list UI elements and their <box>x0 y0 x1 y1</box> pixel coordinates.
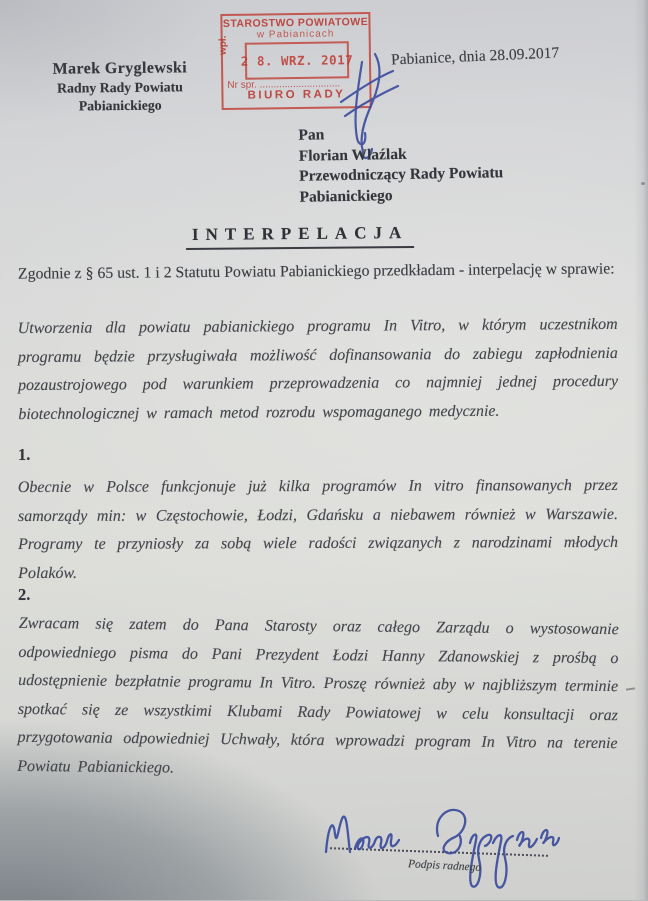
document-title: INTERPELACJA <box>186 223 414 250</box>
stamp-office-name: BIURO RADY <box>247 88 346 102</box>
section-1-paragraph: Obecnie w Polsce funkcjonuje już kilka programów In vitro finansowanych przez samorządy min: w Częstochowie, Łodzi, Gdańsku a niebawem również w Warszawie. Programy te przyniosły za sobą wiele radości związanych z narodzinami młodych Polaków. <box>17 476 619 582</box>
stamp-received-label: wpł. <box>217 35 229 56</box>
sender-name: Marek Gryglewski <box>52 59 188 78</box>
sender-block <box>28 59 213 115</box>
signature-ink-icon <box>312 796 568 896</box>
intro-paragraph: Zgodnie z § 65 ust. 1 i 2 Statutu Powiatu Pabianickiego przedkładam - interpelację w sprawie: <box>17 260 615 283</box>
addressee-name: Florian Wlaźlak <box>298 145 407 165</box>
addressee-salutation: Pan <box>298 126 325 144</box>
stamp-case-no-label: Nr spr. <box>227 79 257 91</box>
sender-role-line2: Pabianickiego <box>78 97 162 114</box>
section-2-paragraph: Zwracam się zatem do Pana Starosty oraz całego Zarządu o wystosowanie odpowiedniego pisma do Pani Prezydent Łodzi Hanny Zdanowskiej z prośbą o udostępnienie bezpłatnie programu In Vitro. Proszę również aby w najbliższym terminie spotkać się ze wszystkimi Klubami Rady Powiatowej w celu konsultacji oraz przygotowania odpowiedniej Uchwały, która wprowadzi program In Vitro na terenie Powiatu Pabianickiego. <box>17 614 619 777</box>
stamp-org-line1: STAROSTWO POWIATOWE <box>222 15 369 31</box>
section-1-number: 1. <box>18 445 31 464</box>
addressee-role-line1: Przewodniczący Rady Powiatu <box>299 164 504 185</box>
scan-artifact-speck <box>641 182 645 185</box>
stamp-org-line2: w Pabianicach <box>256 28 335 41</box>
section-2-number: 2. <box>18 585 31 604</box>
signature-caption: Podpis radnego <box>407 858 482 874</box>
title-row <box>0 224 600 249</box>
addressee-role-line2: Pabianickiego <box>299 186 393 206</box>
date-line: Pabianice, dnia 28.09.2017 <box>390 44 560 69</box>
scan-artifact-dash <box>626 687 635 690</box>
stamp-date: 2 8. WRZ. 2017 <box>240 52 354 69</box>
sender-role-line1: Radny Rady Powiatu <box>57 79 183 96</box>
stamp-case-no-dots: ............................. <box>259 78 341 91</box>
addressee-block <box>298 122 503 208</box>
subject-paragraph: Utworzenia dla powiatu pabianickiego programu In Vitro, w którym uczestnikom programu będzie przysługiwała możliwość dofinansowania do zabiegu zapłodnienia pozaustrojowego pod warunkiem przeprowadzenia co najmniej jednej procedury biotechnologicznej w ramach metod rozrodu wspomaganego medycznie. <box>17 315 619 423</box>
